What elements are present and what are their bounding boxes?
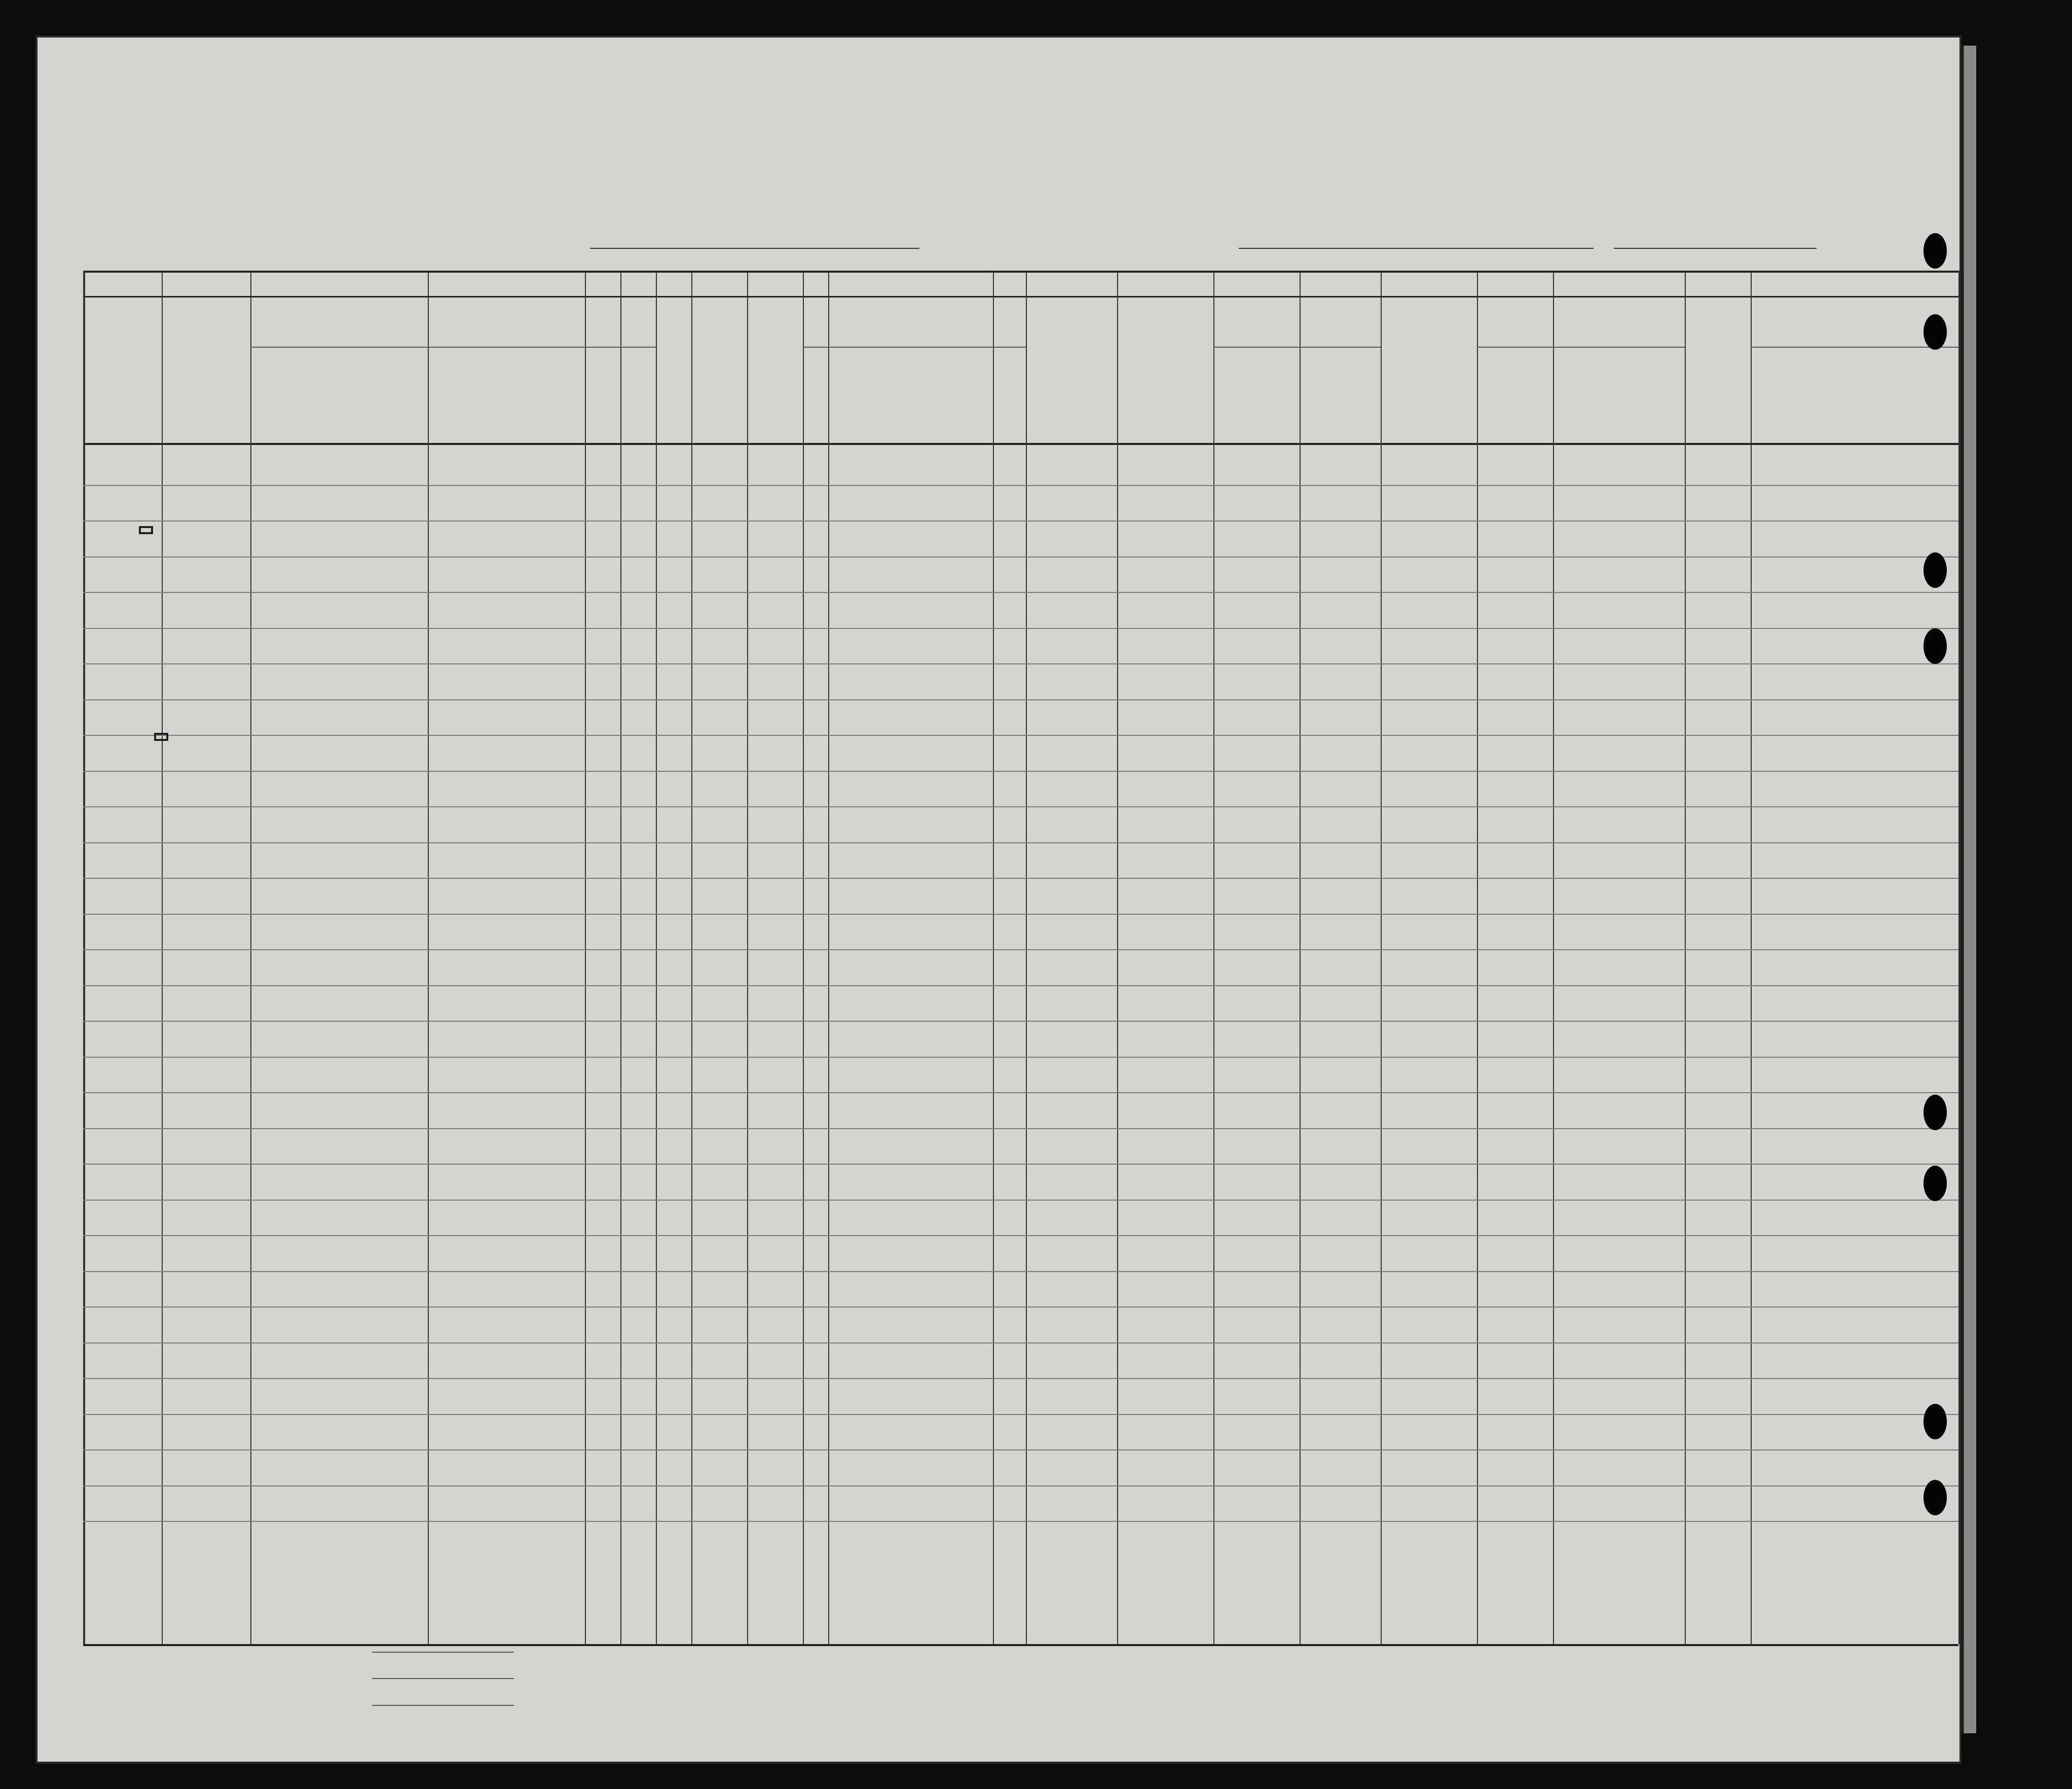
age-subrule	[585, 347, 656, 348]
sheet-edge	[1963, 46, 1976, 1733]
binder-hole	[1923, 233, 1947, 269]
binder-hole	[1923, 314, 1947, 350]
column-rule	[691, 271, 692, 1644]
column-rule	[1026, 271, 1027, 1644]
totals-line-3	[372, 1705, 514, 1706]
row-rule	[83, 878, 1958, 879]
row-rule	[83, 663, 1958, 664]
binder-hole	[1923, 1095, 1947, 1130]
column-rule	[656, 271, 657, 1644]
binder-hole	[1923, 1480, 1947, 1515]
column-rule	[1553, 271, 1554, 1644]
row-rule	[83, 1378, 1958, 1379]
binder-hole	[1923, 1404, 1947, 1439]
pob-subrule	[1213, 347, 1381, 348]
row-rule	[83, 842, 1958, 843]
row-rule	[83, 1521, 1958, 1522]
column-rule	[250, 271, 251, 1644]
column-rule	[1477, 271, 1478, 1644]
row-rule	[83, 1200, 1958, 1201]
column-rule	[620, 271, 621, 1644]
us-citizen-stamp	[139, 526, 153, 534]
column-rule	[993, 271, 994, 1644]
row-rule	[83, 1164, 1958, 1165]
table-top-border	[83, 271, 1958, 273]
column-rule	[828, 271, 829, 1644]
column-rule	[1300, 271, 1301, 1644]
ship-underline	[590, 248, 919, 249]
column-rule	[1685, 271, 1686, 1644]
binder-hole	[1923, 552, 1947, 588]
residence-subrule	[1751, 347, 1958, 348]
column-rule	[1117, 271, 1118, 1644]
row-rule	[83, 1057, 1958, 1058]
row-rule	[83, 1092, 1958, 1093]
column-rule	[803, 271, 804, 1644]
row-rule	[83, 628, 1958, 629]
column-rule	[1751, 271, 1752, 1644]
totals-line-1	[372, 1652, 514, 1653]
row-rule	[83, 1271, 1958, 1272]
row-rule	[83, 520, 1958, 521]
column-rule	[162, 271, 163, 1644]
row-rule	[83, 1021, 1958, 1022]
column-rule	[585, 271, 586, 1644]
binder-hole	[1923, 1166, 1947, 1201]
manifest-table	[83, 271, 1958, 1644]
row-rule	[83, 1128, 1958, 1129]
port-underline	[1239, 248, 1594, 249]
row-rule	[83, 949, 1958, 950]
column-rule	[747, 271, 748, 1644]
column-rule	[1958, 271, 1960, 1644]
row-rule	[83, 806, 1958, 807]
row-rule	[83, 771, 1958, 772]
row-rule	[83, 985, 1958, 986]
header-bottom-rule	[83, 443, 1958, 445]
row-rule	[83, 699, 1958, 700]
column-number-rule	[83, 296, 1958, 297]
row-rule	[83, 1414, 1958, 1415]
column-rule	[1381, 271, 1382, 1644]
row-rule	[83, 1307, 1958, 1308]
row-rule	[83, 556, 1958, 557]
us-citizen-stamp	[154, 733, 168, 741]
row-rule	[83, 1343, 1958, 1344]
row-rule	[83, 1485, 1958, 1486]
name-subrule	[250, 347, 585, 348]
manifest-sheet	[35, 35, 1962, 1764]
column-rule	[428, 271, 429, 1644]
row-rule	[83, 914, 1958, 915]
date-underline	[1614, 248, 1817, 249]
binder-hole	[1923, 628, 1947, 664]
column-rule	[83, 271, 85, 1644]
row-rule	[83, 735, 1958, 736]
row-rule	[83, 592, 1958, 593]
totals-line-2	[372, 1678, 514, 1679]
column-rule	[1213, 271, 1214, 1644]
row-rule	[83, 1235, 1958, 1236]
issued-subrule	[1477, 347, 1685, 348]
row-rule	[83, 1449, 1958, 1450]
able-subrule	[803, 347, 1026, 348]
table-bottom-border	[83, 1644, 1958, 1646]
row-rule	[83, 485, 1958, 486]
